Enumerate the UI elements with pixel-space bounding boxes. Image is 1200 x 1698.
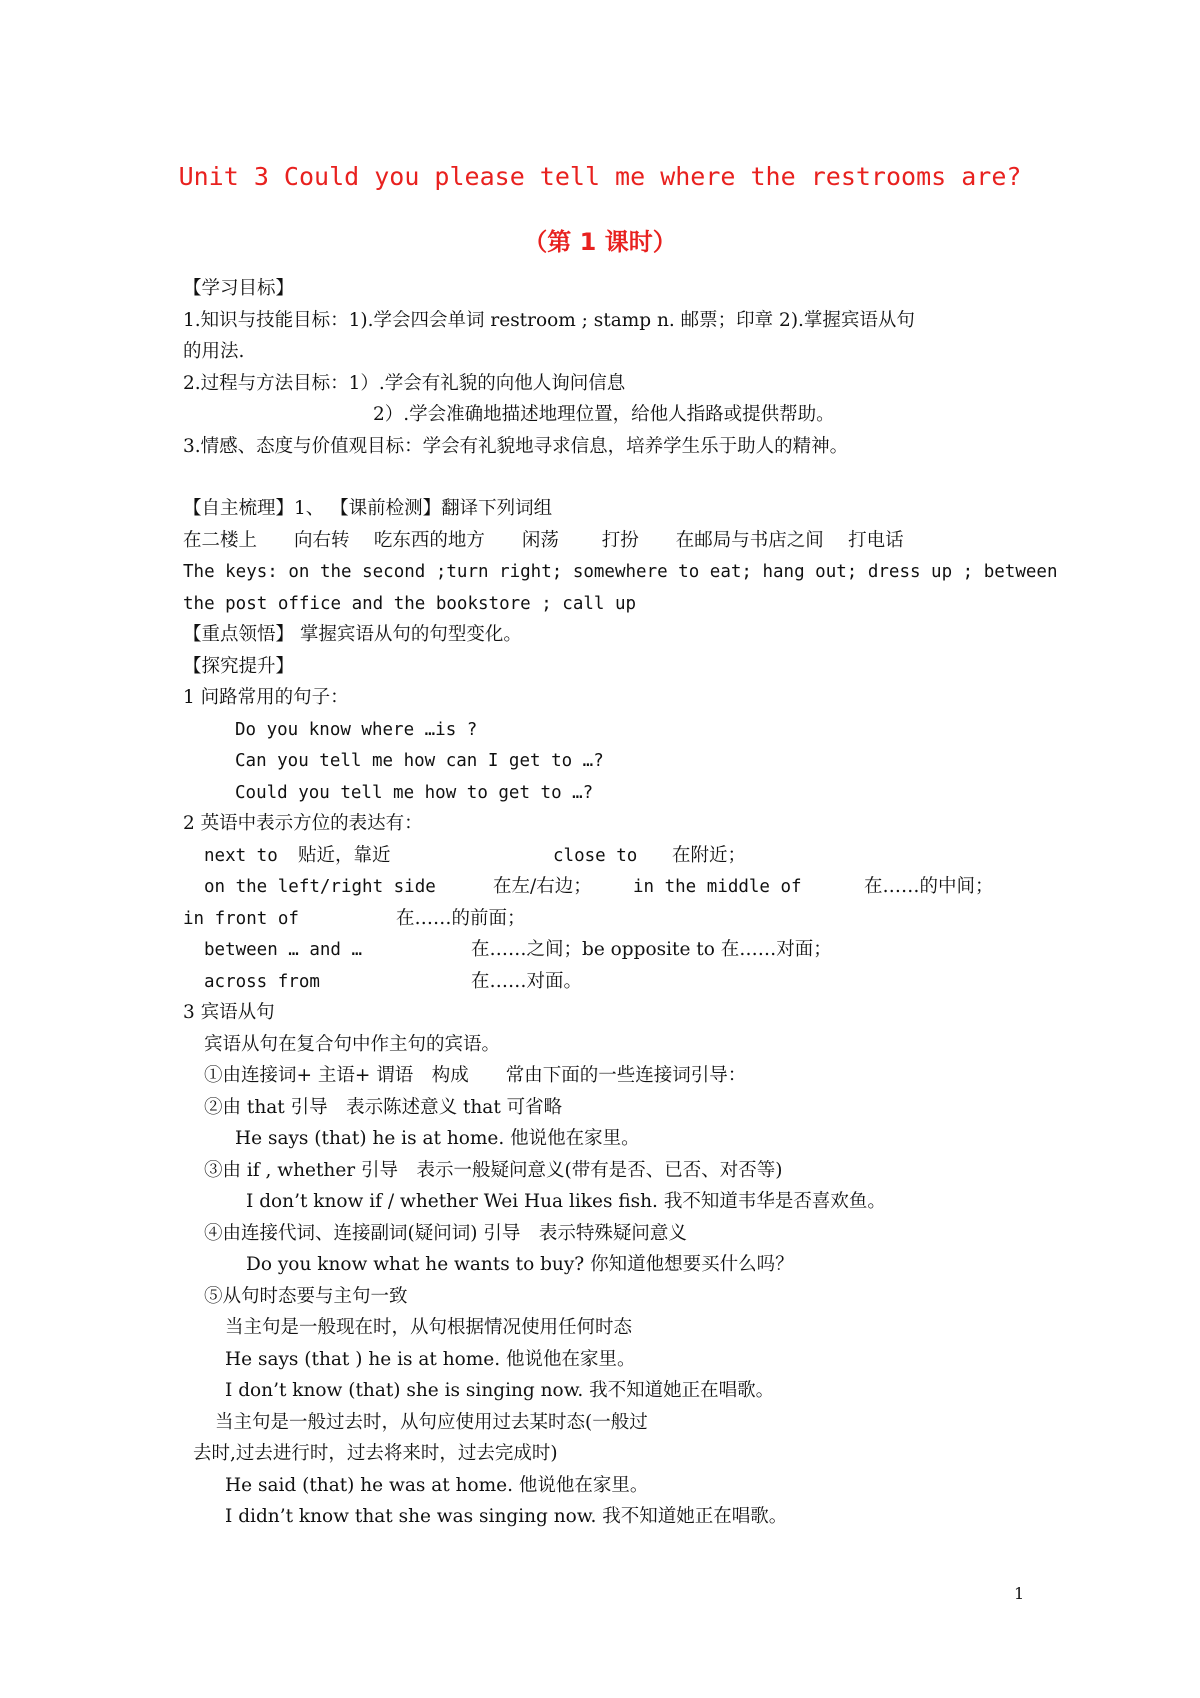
objective-process-cont: 2）.学会准确地描述地理位置，给他人指路或提供帮助。	[373, 404, 835, 425]
page-number: 1	[1014, 1584, 1025, 1603]
phrase-front-of-cn: 在……的前面；	[396, 908, 526, 929]
phrase-middle-of-cn: 在……的中间；	[864, 876, 994, 897]
objective-process: 2.过程与方法目标：1）.学会有礼貌的向他人询问信息	[183, 373, 626, 394]
rule-4: ④由连接代词、连接副词(疑问词) 引导 表示特殊疑问意义	[204, 1223, 687, 1244]
phrase-list: 在二楼上 向右转 吃东西的地方 闲荡 打扮 在邮局与书店之间 打电话	[183, 530, 904, 551]
lesson-subtitle: （第 1 课时）	[523, 228, 677, 256]
question-sentence-1: Do you know where …is ?	[235, 720, 478, 740]
phrase-close-to: close to	[553, 846, 638, 866]
rule-5-past-cont: 去时,过去进行时，过去将来时，过去完成时)	[193, 1443, 558, 1464]
rule-2-example: He says (that) he is at home. 他说他在家里。	[235, 1128, 640, 1149]
phrase-left-right: on the left/right side	[204, 877, 436, 897]
phrase-front-of: in front of	[183, 909, 299, 929]
rule-3: ③由 if , whether 引导 表示一般疑问意义(带有是否、已否、对否等)	[204, 1160, 783, 1181]
section-2-title: 2 英语中表示方位的表达有：	[183, 813, 423, 834]
phrase-middle-of: in the middle of	[633, 877, 802, 897]
rule-5-present: 当主句是一般现在时，从句根据情况使用任何时态	[225, 1317, 633, 1338]
rule-5-present-example-1: He says (that ) he is at home. 他说他在家里。	[225, 1349, 636, 1370]
rule-3-example: I don’t know if / whether Wei Hua likes fish. 我不知道韦华是否喜欢鱼。	[246, 1191, 886, 1212]
rule-5-present-example-2: I don’t know (that) she is singing now. 我不知道她正在唱歌。	[225, 1380, 775, 1401]
section-1-title: 1 问路常用的句子：	[183, 687, 349, 708]
rule-5-past-example-2: I didn’t know that she was singing now. 我不知道她正在唱歌。	[225, 1506, 788, 1527]
phrase-left-right-cn: 在左/右边；	[493, 876, 592, 897]
objective-knowledge-cont: 的用法.	[183, 341, 245, 362]
question-sentence-3: Could you tell me how to get to …?	[235, 783, 594, 803]
phrase-between-cn: 在……之间；be opposite to 在……对面；	[471, 939, 832, 960]
answer-keys-cont: the post office and the bookstore ; call up	[183, 594, 637, 614]
phrase-between: between … and …	[204, 940, 363, 960]
key-points: 【重点领悟】 掌握宾语从句的句型变化。	[183, 624, 522, 645]
rule-2: ②由 that 引导 表示陈述意义 that 可省略	[204, 1097, 563, 1118]
answer-keys: The keys: on the second ;turn right; somewhere to eat; hang out; dress up ; between	[183, 562, 1058, 582]
object-clause-definition: 宾语从句在复合句中作主句的宾语。	[204, 1034, 501, 1055]
objective-knowledge: 1.知识与技能目标：1).学会四会单词 restroom ; stamp n. 邮票；印章 2).掌握宾语从句	[183, 310, 915, 331]
objectives-heading: 【学习目标】	[183, 278, 295, 299]
rule-5-past-example-1: He said (that) he was at home. 他说他在家里。	[225, 1475, 649, 1496]
self-study-heading: 【自主梳理】1、 【课前检测】翻译下列词组	[183, 498, 553, 519]
question-sentence-2: Can you tell me how can I get to …?	[235, 751, 604, 771]
rule-5: ⑤从句时态要与主句一致	[204, 1286, 408, 1307]
phrase-across-from: across from	[204, 972, 320, 992]
rule-5-past: 当主句是一般过去时，从句应使用过去某时态(一般过	[215, 1412, 648, 1433]
explore-heading: 【探究提升】	[183, 656, 295, 677]
phrase-close-to-cn: 在附近；	[672, 845, 747, 866]
phrase-across-from-cn: 在……对面。	[471, 971, 583, 992]
phrase-next-to-cn: 贴近，靠近	[298, 845, 391, 866]
objective-emotion: 3.情感、态度与价值观目标：学会有礼貌地寻求信息，培养学生乐于助人的精神。	[183, 436, 849, 457]
document-title: Unit 3 Could you please tell me where the restrooms are?	[178, 162, 1022, 191]
section-3-title: 3 宾语从句	[183, 1002, 275, 1023]
rule-1: ①由连接词+ 主语+ 谓语 构成 常由下面的一些连接词引导：	[204, 1065, 747, 1086]
phrase-next-to: next to	[204, 846, 278, 866]
rule-4-example: Do you know what he wants to buy? 你知道他想要买什么吗？	[246, 1254, 794, 1275]
